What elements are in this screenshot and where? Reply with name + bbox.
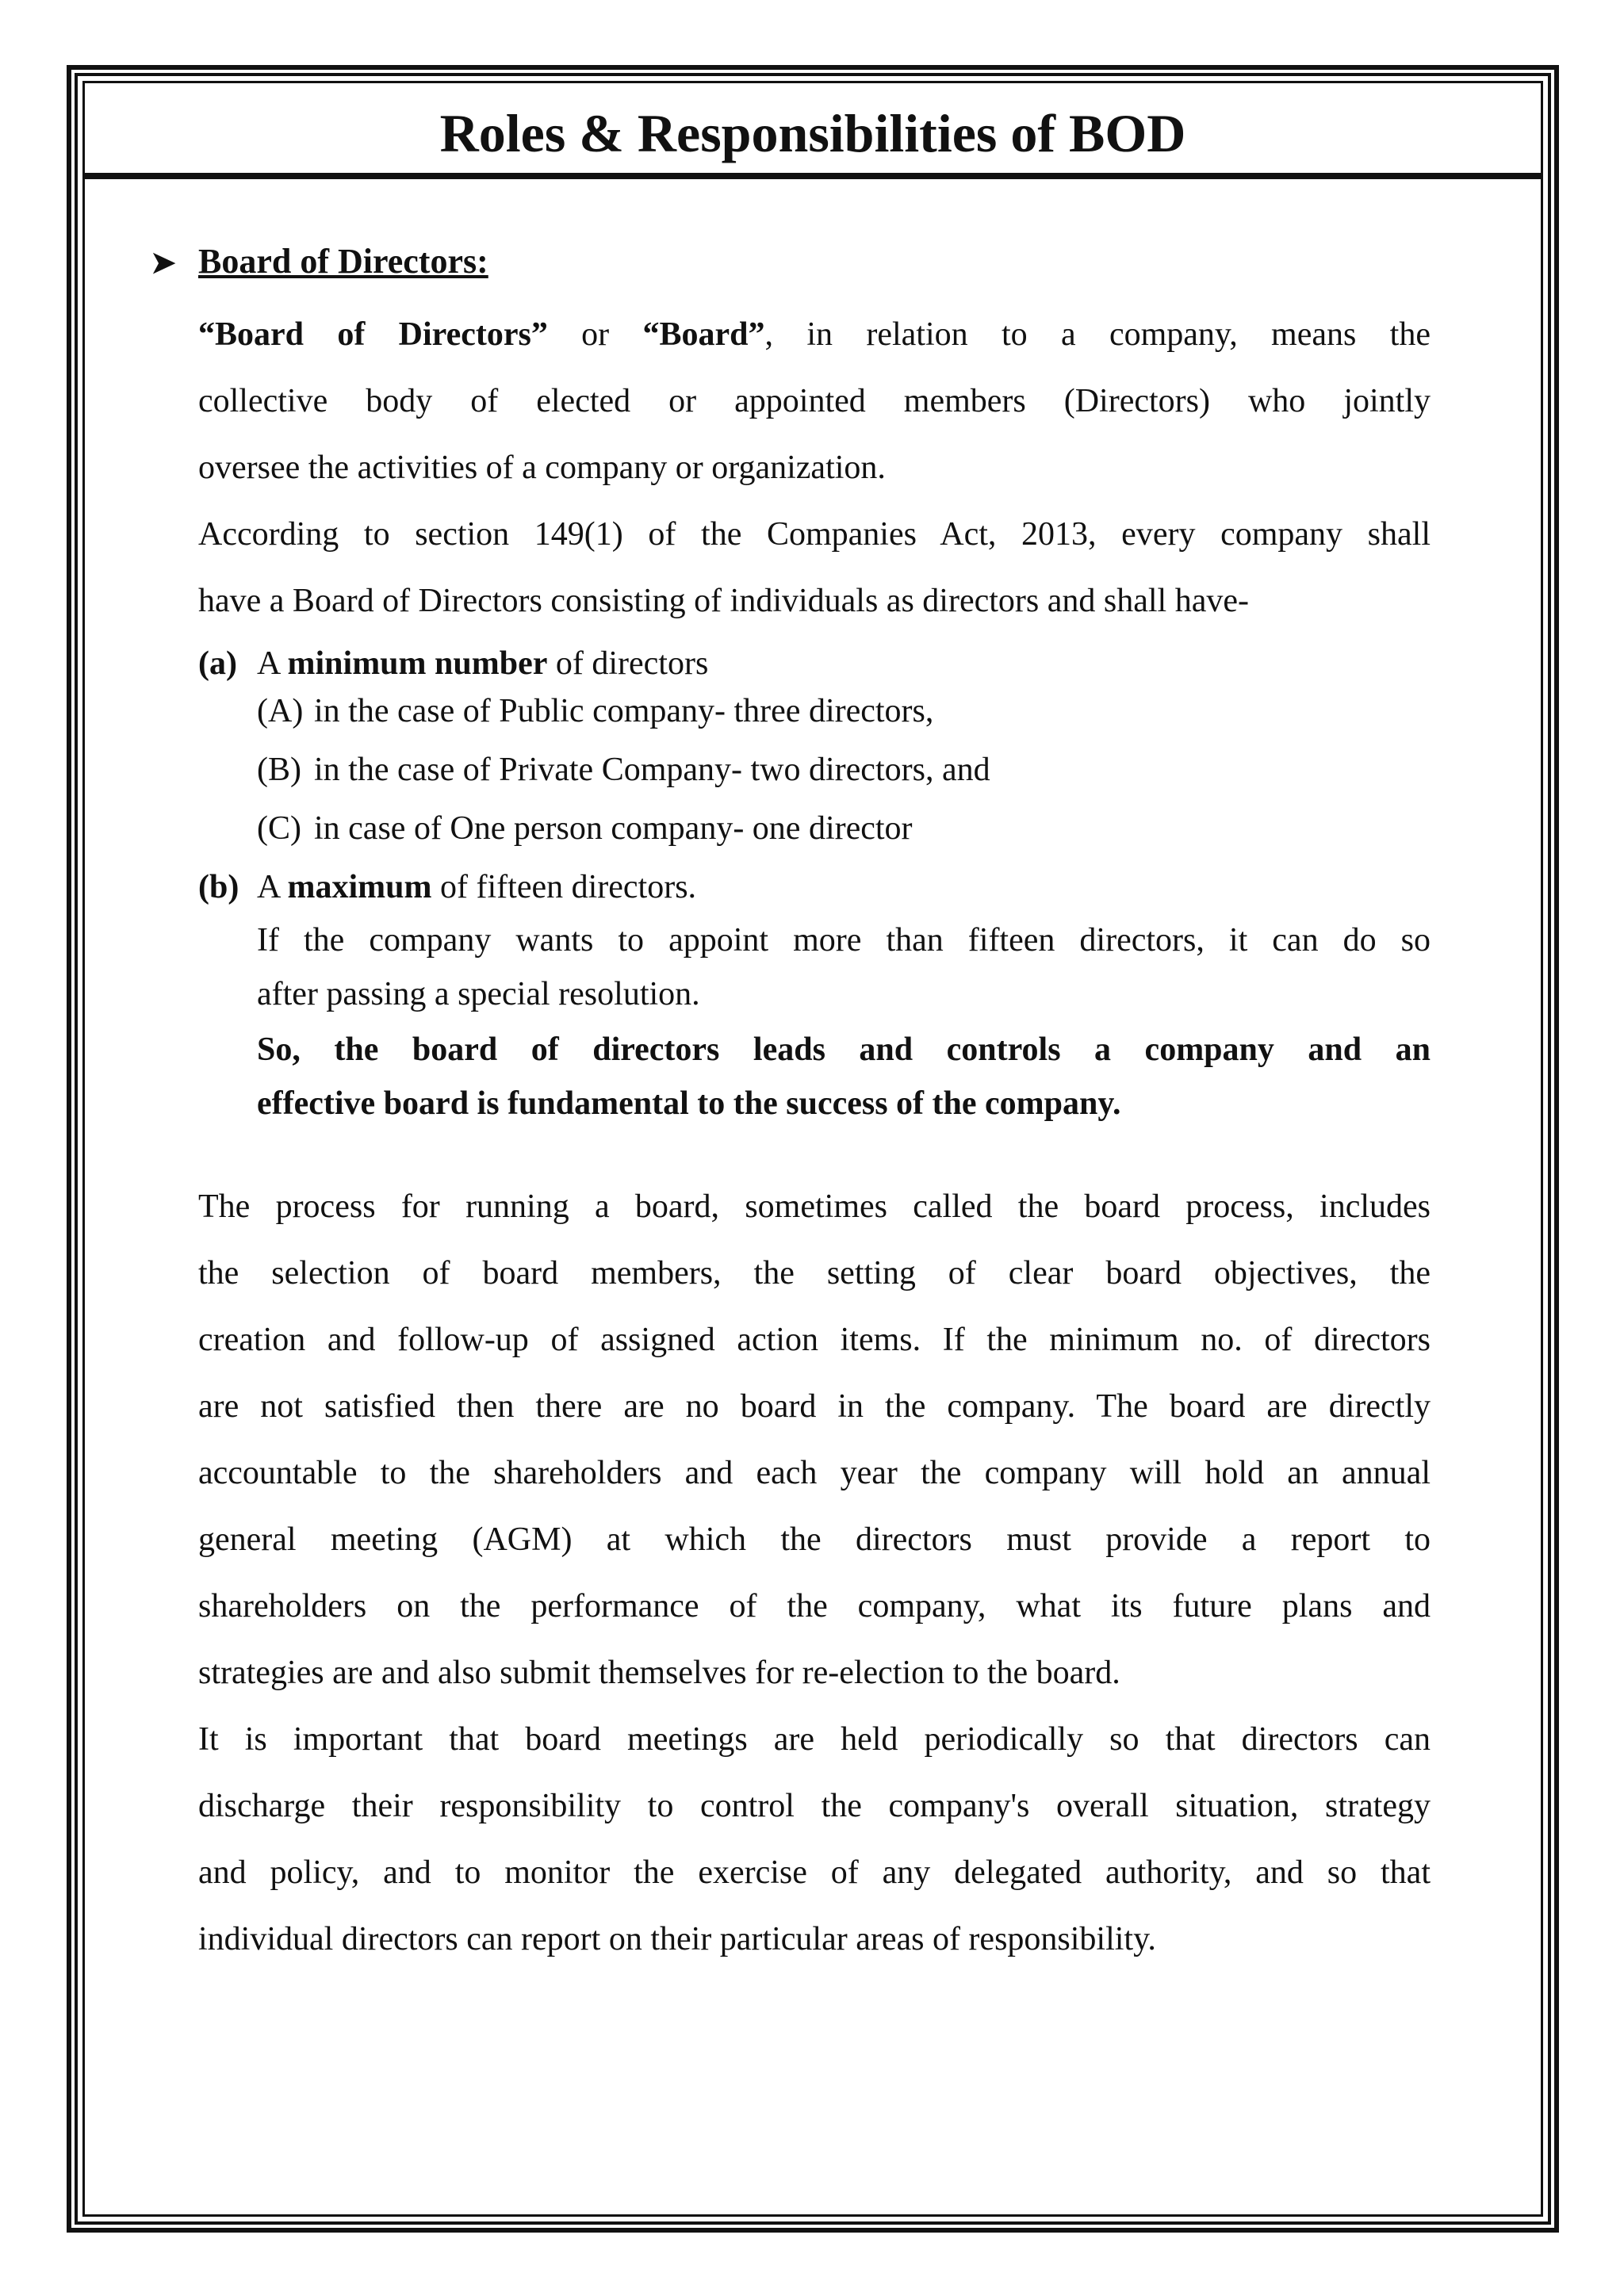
process-line: the selection of board members, the setting of clear board objectives, the — [198, 1255, 1431, 1292]
process-line: The process for running a board, sometimes called the board process, includes — [198, 1188, 1431, 1225]
definition-line-2: collective body of elected or appointed members (Directors) who jointly — [198, 383, 1431, 419]
note-line-1: If the company wants to appoint more than fifteen directors, it can do so — [257, 922, 1431, 959]
process-line: shareholders on the performance of the company, what its future plans and — [198, 1588, 1431, 1624]
title-divider — [82, 173, 1543, 179]
meetings-line: individual directors can report on their particular areas of responsibility. — [198, 1921, 1156, 1957]
definition-paragraph — [198, 301, 1431, 501]
list-marker-b: (b) — [198, 869, 239, 905]
definition-or: or — [547, 316, 643, 353]
section-149-paragraph — [198, 501, 1431, 634]
section-heading — [151, 238, 488, 287]
sub-item-text: in the case of Public company- three directors, — [314, 693, 934, 729]
board-process-paragraph — [198, 1173, 1431, 1706]
process-line: strategies are and also submit themselves for re-election to the board. — [198, 1655, 1120, 1691]
arrowhead-bullet-icon: ➤ — [151, 247, 176, 280]
sub-item-public — [257, 682, 933, 740]
definition-line-1 — [198, 301, 1431, 368]
section-heading-label: Board of Directors: — [198, 242, 488, 281]
list-item-a-post: of directors — [547, 645, 709, 682]
list-item-b — [257, 858, 696, 916]
term-board: “Board” — [642, 316, 765, 353]
conclusion-line-2: effective board is fundamental to the success of the company. — [257, 1085, 1121, 1122]
meetings-line: It is important that board meetings are held periodically so that directors can — [198, 1721, 1431, 1758]
list-item-b-post: of fifteen directors. — [431, 869, 697, 905]
page-title: Roles & Responsibilities of BOD — [439, 103, 1186, 163]
sub-item-text: in the case of Private Company- two directors, and — [314, 752, 990, 788]
list-item-b-bold: maximum — [287, 869, 432, 905]
conclusion-line-1: So, the board of directors leads and controls a company and an — [257, 1031, 1431, 1068]
sub-item-mark: (B) — [257, 752, 301, 788]
list-item-b-pre: A — [257, 869, 288, 905]
list-item-a-pre: A — [257, 645, 288, 682]
sub-item-mark: (A) — [257, 693, 304, 729]
process-line: accountable to the shareholders and each year the company will hold an annual — [198, 1455, 1431, 1491]
process-line: creation and follow-up of assigned action items. If the minimum no. of directors — [198, 1322, 1431, 1358]
process-line: are not satisfied then there are no board in the company. The board are directly — [198, 1388, 1431, 1425]
sub-item-mark: (C) — [257, 810, 301, 847]
sub-item-private — [257, 740, 990, 799]
definition-line-1-rest: , in relation to a company, means the — [764, 316, 1431, 353]
section-149-line-1: According to section 149(1) of the Companies Act, 2013, every company shall — [198, 516, 1431, 553]
meetings-line: discharge their responsibility to control the company's overall situation, strategy — [198, 1788, 1431, 1824]
board-meetings-paragraph — [198, 1706, 1431, 1973]
section-149-line-2: have a Board of Directors consisting of individuals as directors and shall have- — [198, 583, 1249, 619]
note-line-2: after passing a special resolution. — [257, 976, 700, 1012]
conclusion-statement — [257, 1023, 1431, 1131]
sub-item-one-person — [257, 799, 913, 858]
meetings-line: and policy, and to monitor the exercise of any delegated authority, and so that — [198, 1854, 1431, 1891]
process-line: general meeting (AGM) at which the directors must provide a report to — [198, 1521, 1431, 1558]
list-marker-a: (a) — [198, 645, 237, 682]
special-resolution-note — [257, 913, 1431, 1021]
list-item-a-bold: minimum number — [287, 645, 548, 682]
term-board-of-directors: “Board of Directors” — [198, 316, 548, 353]
sub-item-text: in case of One person company- one director — [314, 810, 913, 847]
definition-line-3: oversee the activities of a company or organization. — [198, 450, 886, 486]
